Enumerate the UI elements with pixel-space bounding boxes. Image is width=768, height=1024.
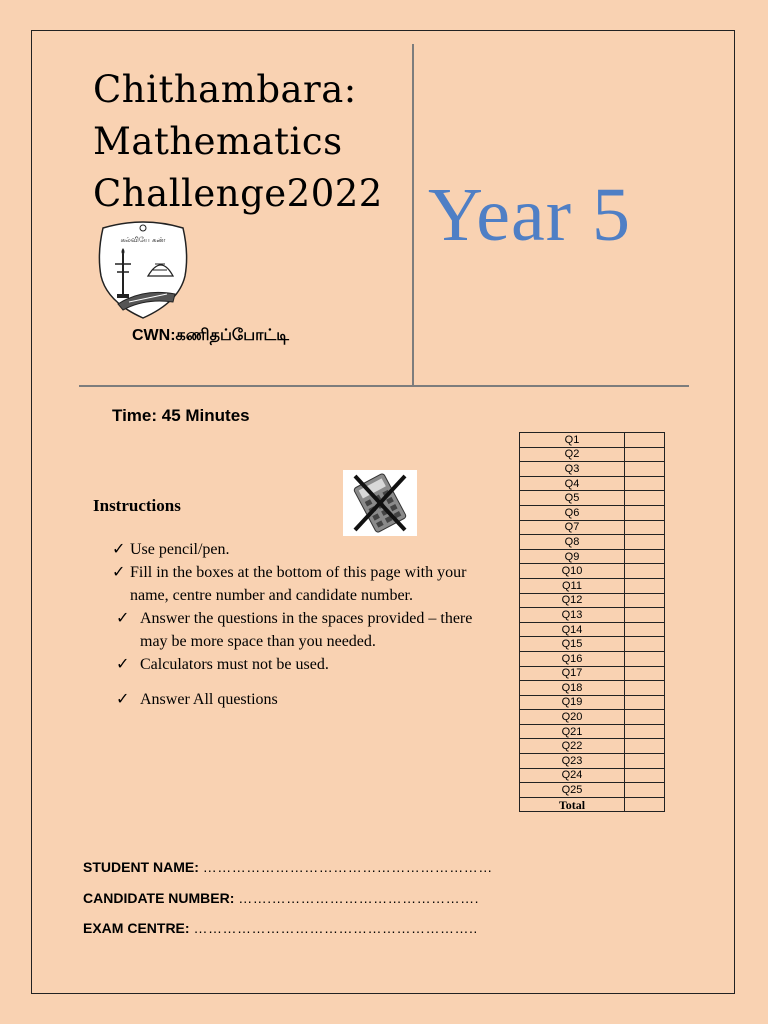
score-cell[interactable] [625,666,665,681]
table-row [520,710,665,725]
checkmark-icon: ✓ [116,656,130,673]
question-label: Q7 [520,520,625,535]
score-cell[interactable] [625,739,665,754]
header-vertical-divider [412,44,414,386]
crest-caption: CWN:கணிதப்போட்டி [132,327,289,344]
table-row [520,462,665,477]
score-cell[interactable] [625,608,665,623]
question-label: Q5 [520,491,625,506]
total-label: Total [520,797,625,812]
instruction-item: ✓ Calculators must not be used. [112,653,492,676]
score-cell[interactable] [625,651,665,666]
table-row [520,549,665,564]
instruction-item: ✓ Fill in the boxes at the bottom of this page with your name, centre number and candidate number. [112,561,492,607]
table-row [520,724,665,739]
table-row [520,520,665,535]
checkmark-icon: ✓ [112,564,126,581]
score-cell[interactable] [625,505,665,520]
table-row [520,739,665,754]
question-label: Q24 [520,768,625,783]
score-cell[interactable] [625,476,665,491]
score-cell[interactable] [625,462,665,477]
score-cell[interactable] [625,710,665,725]
question-label: Q15 [520,637,625,652]
year-label: Year 5 [428,173,632,257]
score-cell[interactable] [625,754,665,769]
checkmark-icon: ✓ [116,610,130,627]
table-row [520,666,665,681]
question-label: Q6 [520,505,625,520]
question-label: Q2 [520,447,625,462]
instructions-list [112,538,492,711]
question-label: Q3 [520,462,625,477]
table-row [520,476,665,491]
table-row [520,433,665,448]
table-row [520,637,665,652]
question-label: Q17 [520,666,625,681]
question-label: Q14 [520,622,625,637]
score-cell[interactable] [625,549,665,564]
table-row [520,681,665,696]
table-row [520,754,665,769]
score-cell[interactable] [625,520,665,535]
question-label: Q19 [520,695,625,710]
score-cell[interactable] [625,593,665,608]
score-table [519,432,665,812]
checkmark-icon: ✓ [116,691,130,708]
table-row [520,564,665,579]
question-label: Q13 [520,608,625,623]
score-cell[interactable] [625,783,665,798]
table-row [520,651,665,666]
score-cell[interactable] [625,637,665,652]
question-label: Q20 [520,710,625,725]
exam-centre-field[interactable]: EXAM CENTRE: ………………………………………………….. [83,920,478,936]
question-label: Q16 [520,651,625,666]
instruction-item: ✓ Answer All questions [112,688,492,711]
score-cell[interactable] [625,768,665,783]
table-row [520,797,665,812]
table-row [520,608,665,623]
candidate-number-field[interactable]: CANDIDATE NUMBER: …….……………………………………. [83,890,480,906]
score-cell[interactable] [625,622,665,637]
score-cell[interactable] [625,695,665,710]
time-label: Time: 45 Minutes [112,406,250,425]
table-row [520,535,665,550]
checkmark-icon: ✓ [112,541,126,558]
question-label: Q1 [520,433,625,448]
question-label: Q4 [520,476,625,491]
table-row [520,491,665,506]
instruction-item: ✓ Answer the questions in the spaces provided – there may be more space than you needed. [112,607,492,653]
score-cell[interactable] [625,447,665,462]
score-cell[interactable] [625,433,665,448]
table-row [520,447,665,462]
question-label: Q8 [520,535,625,550]
exam-title [93,64,383,220]
question-label: Q23 [520,754,625,769]
table-row [520,578,665,593]
total-score-cell[interactable] [625,797,665,812]
school-crest-icon [93,214,193,320]
score-cell[interactable] [625,535,665,550]
score-cell[interactable] [625,724,665,739]
table-row [520,783,665,798]
title-line-3: Challenge2022 [93,172,383,215]
student-name-field[interactable]: STUDENT NAME: …………………………………………………… [83,859,493,875]
table-row [520,695,665,710]
header-horizontal-divider [79,385,689,387]
svg-text:கல்வியே கண்: கல்வியே கண் [120,236,166,244]
title-line-2: Mathematics [93,120,343,163]
table-row [520,768,665,783]
instruction-item: ✓ Use pencil/pen. [112,538,492,561]
score-cell[interactable] [625,564,665,579]
score-cell[interactable] [625,681,665,696]
no-calculator-icon [343,470,417,536]
table-row [520,622,665,637]
score-cell[interactable] [625,491,665,506]
question-label: Q9 [520,549,625,564]
question-label: Q21 [520,724,625,739]
question-label: Q12 [520,593,625,608]
question-label: Q25 [520,783,625,798]
table-row [520,593,665,608]
title-line-1: Chithambara: [93,68,357,111]
question-label: Q18 [520,681,625,696]
question-label: Q10 [520,564,625,579]
question-label: Q11 [520,578,625,593]
question-label: Q22 [520,739,625,754]
table-row [520,505,665,520]
score-cell[interactable] [625,578,665,593]
instructions-heading: Instructions [93,496,181,515]
